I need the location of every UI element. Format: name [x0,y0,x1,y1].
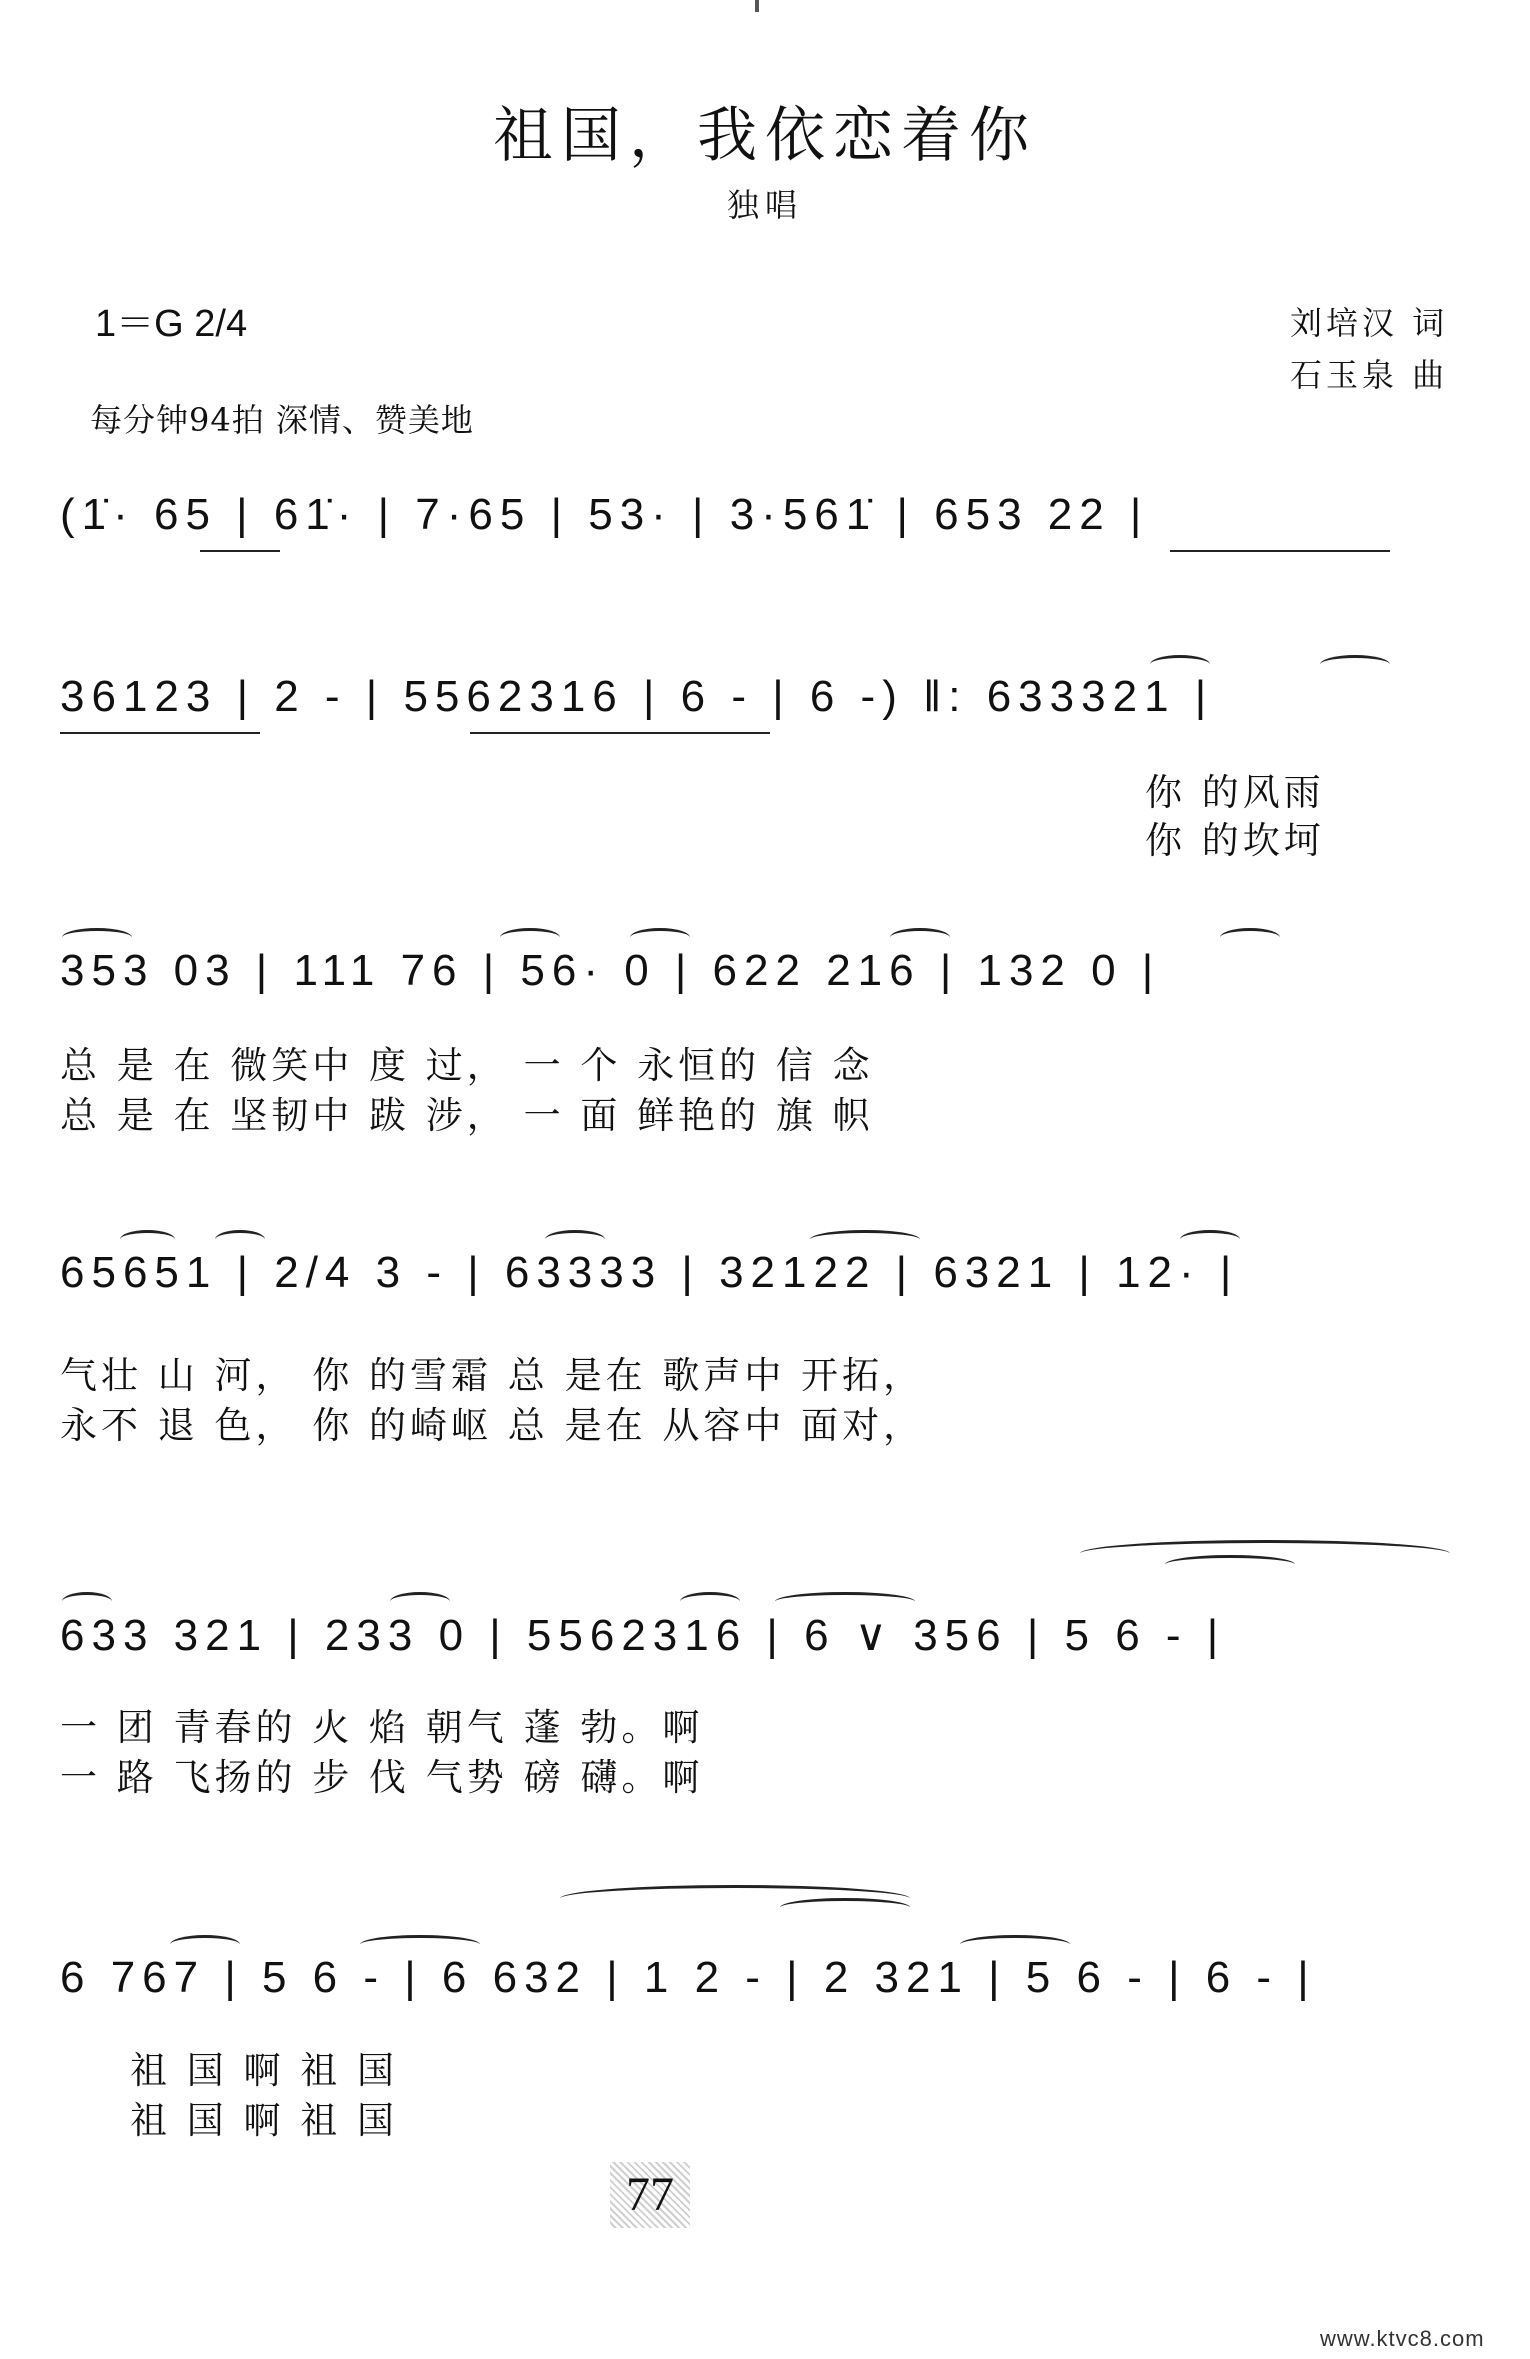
beam-line [470,732,770,734]
notation-line-2: 36123 | 2 - | 5562316 | 6 - | 6 -) ‖: 633321 | [60,672,1214,721]
slur [62,1592,112,1611]
lyrics-line-6a: 祖 国 啊 祖 国 [130,2049,399,2092]
key-signature: 1＝G 2/4 [95,303,248,345]
slur [120,1230,175,1249]
slur [680,1592,740,1611]
notation-line-5: 633 321 | 233 0 | 5562316 | 6 ∨ 356 | 5 6 - | [60,1611,1226,1660]
lyrics-line-3a: 总 是 在 微笑中 度 过， 一 个 永恒的 信 念 [60,1044,874,1087]
tempo-marking: 每分钟94拍 深情、赞美地 [90,401,474,439]
slur [500,928,560,947]
notation-line-3: 353 03 | 111 76 | 56· 0 | 622 216 | 132 0 | [60,946,1161,995]
slur [1165,1555,1295,1574]
slur [545,1230,605,1249]
notation-line-1: (1̇· 65 | 61̇· | 7·65 | 53· | 3·561̇ | 653 22 | [60,490,1149,539]
slur [1180,1230,1240,1249]
top-margin-mark [755,0,759,12]
lyrics-line-4a: 气壮 山 河， 你 的雪霜 总 是在 歌声中 开拓， [60,1354,925,1397]
lyrics-line-2a: 你 的风雨 [1145,771,1325,814]
song-subtitle: 独唱 [726,186,803,224]
slur [960,1935,1070,1954]
beam-line [60,732,260,734]
song-title: 祖国，我依恋着你 [493,101,1037,171]
slur [630,928,690,947]
lyrics-line-5a: 一 团 青春的 火 焰 朝气 蓬 勃。啊 [60,1706,704,1749]
beam-line [200,550,280,552]
slur [170,1935,240,1954]
notation-line-6: 6 767 | 5 6 - | 6 632 | 1 2 - | 2 321 | 5 6 - | 6 - | [60,1953,1316,2002]
lyrics-line-4b: 永不 退 色， 你 的崎岖 总 是在 从容中 面对， [60,1404,925,1447]
beam-line [1170,550,1390,552]
slur [1220,928,1280,947]
notation-line-4: 65651 | 2/4 3 - | 63333 | 32122 | 6321 | 12· | [60,1248,1239,1297]
slur [810,1230,920,1249]
slur [390,1592,450,1611]
slur [890,928,950,947]
page-number: 77 [610,2162,690,2228]
slur [215,1230,265,1249]
slur [780,1898,910,1917]
lyrics-line-2b: 你 的坎坷 [1145,819,1325,862]
slur [775,1592,915,1611]
slur [62,928,132,947]
lyrics-line-3b: 总 是 在 坚韧中 跋 涉， 一 面 鲜艳的 旗 帜 [60,1094,874,1137]
slur [1320,655,1390,674]
lyrics-line-5b: 一 路 飞扬的 步 伐 气势 磅 礴。啊 [60,1756,704,1799]
slur [360,1935,480,1954]
composer-credit: 石玉泉 曲 [1290,356,1449,394]
lyrics-line-6b: 祖 国 啊 祖 国 [130,2099,399,2142]
watermark-url: www.ktvc8.com [1320,2326,1485,2351]
slur [1150,655,1210,674]
lyricist-credit: 刘培汉 词 [1290,304,1449,342]
